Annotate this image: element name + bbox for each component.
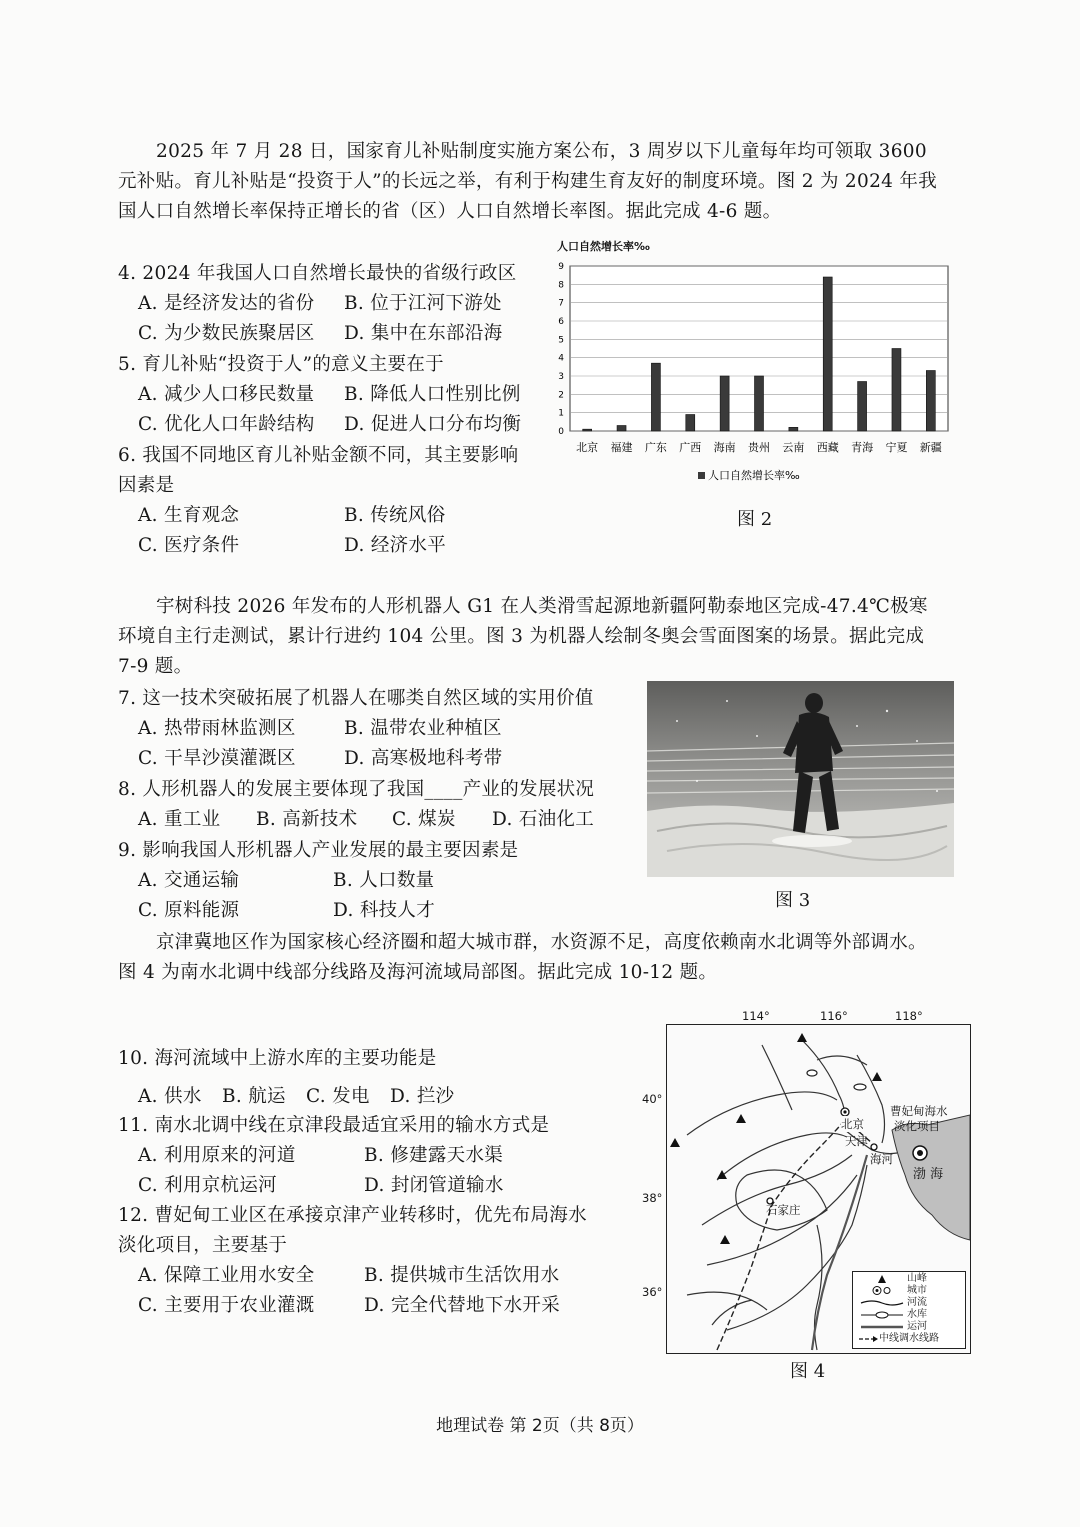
question-5-options-row2 [118, 410, 521, 440]
option-7c: C. 干旱沙漠灌溉区 [138, 748, 296, 769]
category-label: 福建 [610, 441, 633, 454]
option-4c: C. 为少数民族聚居区 [138, 323, 315, 344]
category-label: 西藏 [816, 441, 839, 454]
lat-label-36: 36° [642, 1285, 663, 1299]
question-8-options [118, 805, 594, 835]
category-label: 海南 [713, 441, 736, 454]
question-7-stem: 7. 这一技术突破拓展了机器人在哪类自然区域的实用价值 [118, 688, 594, 709]
question-7 [118, 684, 594, 774]
option-10c: C. 发电 [306, 1086, 370, 1107]
chart-legend-label: 人口自然增长率‰ [708, 469, 800, 482]
option-11c: C. 利用京杭运河 [138, 1175, 277, 1196]
lon-label-118: 118° [895, 1009, 923, 1023]
question-9 [118, 836, 518, 926]
question-11 [118, 1111, 549, 1201]
category-label: 北京 [576, 441, 599, 454]
y-tick-label: 4 [558, 353, 564, 364]
option-6b: B. 传统风俗 [344, 505, 446, 526]
y-tick-label: 8 [558, 280, 564, 291]
chart-title: 人口自然增长率‰ [557, 240, 650, 253]
legend-label-canal: 运河 [907, 1321, 927, 1332]
passage-3 [118, 928, 938, 988]
option-7b: B. 温带农业种植区 [344, 718, 502, 739]
y-tick-label: 6 [558, 317, 564, 327]
bar-广西 [686, 415, 695, 432]
category-label: 青海 [851, 441, 874, 454]
option-7a: A. 热带雨林监测区 [138, 718, 296, 739]
map-legend [852, 1271, 966, 1349]
y-tick-label: 7 [558, 298, 564, 309]
y-tick-label: 0 [558, 427, 564, 437]
page-footer: 地理试卷 第 2页（共 8页） [436, 1416, 644, 1436]
legend-peak [853, 1273, 965, 1284]
option-10a: A. 供水 [138, 1086, 202, 1107]
question-7-options [118, 714, 594, 744]
option-12d: D. 完全代替地下水开采 [364, 1295, 561, 1316]
category-label: 新疆 [919, 441, 942, 454]
bar-广东 [651, 363, 660, 431]
figure-4-caption: 图 4 [790, 1361, 826, 1382]
option-5d: D. 促进人口分布均衡 [344, 414, 522, 435]
city-label-shijiazhuang: 石家庄 [766, 1203, 801, 1217]
option-5c: C. 优化人口年龄结构 [138, 414, 315, 435]
legend-river [853, 1297, 965, 1308]
question-12-stem-line2: 淡化项目，主要基于 [118, 1235, 288, 1256]
question-8 [118, 775, 594, 835]
reservoir-icon [857, 1309, 907, 1320]
passage-1 [118, 137, 938, 227]
question-12-options-row2 [118, 1291, 587, 1321]
question-6 [118, 441, 518, 561]
legend-label-reservoir: 水库 [907, 1309, 927, 1320]
question-12-options [118, 1261, 587, 1291]
y-tick-label: 5 [558, 335, 564, 346]
reservoirs [807, 1070, 866, 1090]
legend-reservoir [853, 1309, 965, 1320]
question-5-stem: 5. 育儿补贴“投资于人”的意义主要在于 [118, 354, 444, 375]
project-label-line2: 淡化项目 [894, 1119, 940, 1133]
y-tick-label: 3 [558, 372, 564, 382]
city-label-beijing: 北京 [841, 1117, 864, 1131]
lat-label-40: 40° [642, 1092, 663, 1106]
sea-label-bohai: 渤 海 [913, 1167, 944, 1182]
option-10d: D. 拦沙 [390, 1086, 455, 1107]
lon-label-116: 116° [820, 1009, 848, 1023]
legend-label-river: 河流 [907, 1297, 927, 1308]
category-label: 贵州 [748, 441, 770, 454]
figure-2-caption: 图 2 [737, 509, 773, 530]
question-11-stem: 11. 南水北调中线在京津段最适宜采用的输水方式是 [118, 1115, 550, 1136]
legend-central-route [853, 1333, 965, 1344]
river-icon [857, 1297, 907, 1308]
y-tick-label: 2 [558, 390, 564, 401]
category-label: 广东 [644, 441, 667, 454]
canal-icon [857, 1321, 907, 1332]
bar-北京 [583, 429, 592, 431]
bar-云南 [789, 427, 798, 431]
natural-growth-bar-chart [548, 258, 958, 498]
legend-label-central-route: 中线调水线路 [879, 1333, 939, 1344]
option-4b: B. 位于江河下游处 [344, 293, 502, 314]
bar-贵州 [755, 376, 764, 431]
option-7d: D. 高寒极地科考带 [344, 748, 503, 769]
river-label-haihe: 海河 [870, 1152, 893, 1166]
y-tick-label: 1 [558, 408, 564, 419]
passage-1-text: 2025 年 7 月 28 日，国家育儿补贴制度实施方案公布，3 周岁以下儿童每年均可领取 3600 元补贴。育儿补贴是“投资于人”的长远之举，有利于构建生育友好的制度环境。图 2 为 2024 年我国人口自然增长率保持正增长的省（区）人口自然增长率图。据此完成 4-6 题。 [118, 141, 937, 222]
question-6-options-row2 [118, 531, 518, 561]
question-4-stem: 4. 2024 年我国人口自然增长最快的省级行政区 [118, 263, 517, 284]
lon-label-114: 114° [742, 1009, 770, 1023]
passage-2-text: 宇树科技 2026 年发布的人形机器人 G1 在人类滑雪起源地新疆阿勒泰地区完成-47.4℃极寒环境自主行走测试，累计行进约 104 公里。图 3 为机器人绘制冬奥会雪面图案的场景。据此完成 7-9 题。 [118, 596, 928, 677]
question-10 [118, 1044, 454, 1112]
question-7-options-row2 [118, 744, 594, 774]
passage-3-text: 京津冀地区作为国家核心经济圈和超大城市群，水资源不足，高度依赖南水北调等外部调水。图 4 为南水北调中线部分线路及海河流域局部图。据此完成 10-12 题。 [118, 932, 927, 983]
question-10-stem: 10. 海河流域中上游水库的主要功能是 [118, 1048, 437, 1069]
bar-宁夏 [892, 349, 901, 432]
option-6d: D. 经济水平 [344, 535, 447, 556]
question-10-options [118, 1082, 454, 1112]
option-8c: C. 煤炭 [392, 809, 456, 830]
question-6-stem-line2: 因素是 [118, 475, 175, 496]
arrow-line-icon [857, 1333, 879, 1344]
option-9b: B. 人口数量 [333, 870, 435, 891]
category-label: 宁夏 [885, 441, 908, 454]
question-4-options-row2 [118, 319, 517, 349]
question-8-stem: 8. 人形机器人的发展主要体现了我国____产业的发展状况 [118, 779, 595, 800]
question-5-options [118, 380, 521, 410]
bar-新疆 [926, 371, 935, 432]
option-9a: A. 交通运输 [138, 870, 240, 891]
robot-snow-photo [647, 681, 954, 877]
option-4a: A. 是经济发达的省份 [138, 293, 315, 314]
legend-canal [853, 1321, 965, 1332]
option-6a: A. 生育观念 [138, 505, 240, 526]
city-label-tianjin: 天津 [845, 1134, 868, 1148]
legend-label-peak: 山峰 [907, 1273, 927, 1284]
category-label: 广西 [679, 441, 702, 454]
question-12 [118, 1201, 587, 1321]
option-11d: D. 封闭管道输水 [364, 1175, 504, 1196]
category-label: 云南 [782, 441, 805, 454]
option-10b: B. 航运 [222, 1086, 286, 1107]
central-route-line [717, 1120, 872, 1350]
option-8b: B. 高新技术 [256, 809, 358, 830]
option-11a: A. 利用原来的河道 [138, 1145, 296, 1166]
bar-西藏 [823, 277, 832, 431]
question-5 [118, 350, 521, 440]
question-12-stem: 12. 曹妃甸工业区在承接京津产业转移时，优先布局海水 [118, 1205, 587, 1226]
triangle-icon [857, 1273, 907, 1284]
question-6-options [118, 501, 518, 531]
option-11b: B. 修建露天水渠 [364, 1145, 504, 1166]
question-9-options-row2 [118, 896, 518, 926]
question-9-options [118, 866, 518, 896]
option-12b: B. 提供城市生活饮用水 [364, 1265, 560, 1286]
question-6-stem: 6. 我国不同地区育儿补贴金额不同，其主要影响 [118, 445, 519, 466]
option-8a: A. 重工业 [138, 809, 221, 830]
option-5a: A. 减少人口移民数量 [138, 384, 315, 405]
robot-snow-illustration [647, 681, 954, 877]
question-4 [118, 259, 517, 349]
question-9-stem: 9. 影响我国人形机器人产业发展的最主要因素是 [118, 840, 519, 861]
haihe-basin-map [666, 1024, 971, 1354]
city-icon [857, 1285, 907, 1296]
bar-海南 [720, 376, 729, 431]
question-4-options [118, 289, 517, 319]
lat-label-38: 38° [642, 1191, 663, 1205]
bar-青海 [858, 382, 867, 432]
question-11-options-row2 [118, 1171, 549, 1201]
bar-福建 [617, 426, 626, 432]
option-9c: C. 原料能源 [138, 900, 240, 921]
legend-swatch [698, 472, 705, 479]
option-6c: C. 医疗条件 [138, 535, 240, 556]
legend-city [853, 1285, 965, 1296]
legend-label-city: 城市 [907, 1285, 927, 1296]
figure-3-caption: 图 3 [775, 890, 811, 911]
option-9d: D. 科技人才 [333, 900, 436, 921]
passage-2 [118, 592, 938, 682]
project-label-line1: 曹妃甸海水 [890, 1104, 948, 1118]
option-12a: A. 保障工业用水安全 [138, 1265, 315, 1286]
question-11-options [118, 1141, 549, 1171]
option-5b: B. 降低人口性别比例 [344, 384, 521, 405]
option-8d: D. 石油化工 [492, 809, 595, 830]
y-tick-label: 9 [558, 262, 564, 272]
option-4d: D. 集中在东部沿海 [344, 323, 503, 344]
option-12c: C. 主要用于农业灌溉 [138, 1295, 315, 1316]
